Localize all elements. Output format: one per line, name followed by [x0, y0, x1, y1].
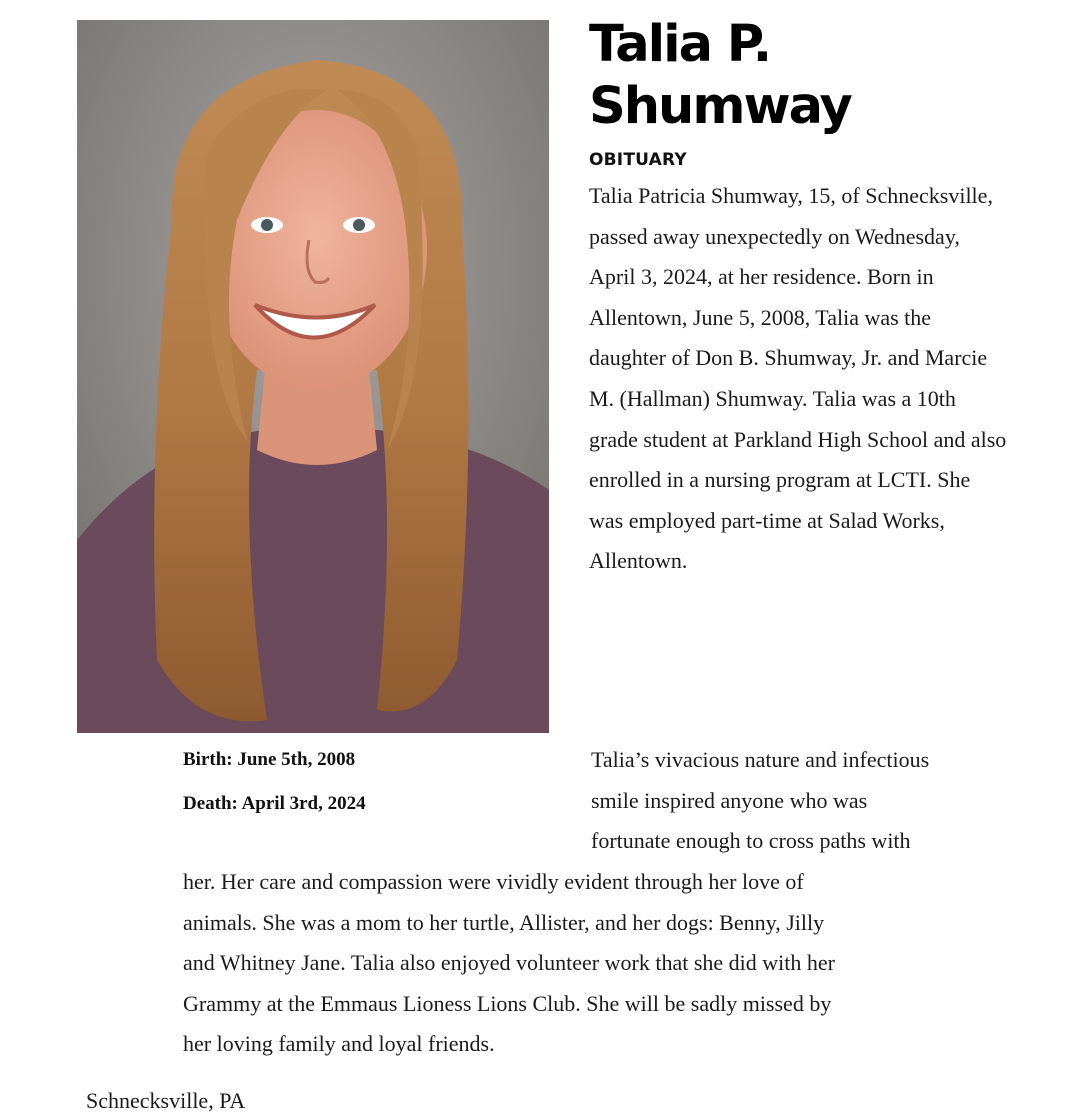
paragraph-2-line: her loving family and loyal friends.	[183, 1031, 495, 1057]
obituary-label: OBITUARY	[589, 150, 687, 170]
obituary-paragraph-1: Talia Patricia Shumway, 15, of Schnecksville, passed away unexpectedly on Wednesday, April 3, 2024, at her residence. Born in Allentown, June 5, 2008, Talia was the daughter of Don B. Shumway, Jr. and Marcie M. (Hallman) Shumway. Talia was a 10th grade student at Parkland High School and also enrolled in a nursing program at LCTI. She was employed part-time at Salad Works, Allentown.	[589, 183, 1007, 574]
paragraph-2-line: smile inspired anyone who was	[591, 787, 868, 813]
death-date: Death: April 3rd, 2024	[183, 793, 366, 814]
location: Schnecksville, PA	[86, 1088, 246, 1113]
person-name	[589, 14, 1029, 138]
paragraph-2-line: and Whitney Jane. Talia also enjoyed volunteer work that she did with her	[183, 950, 835, 976]
name-line-2: Shumway	[589, 77, 851, 136]
paragraph-2-line: her. Her care and compassion were vividly evident through her love of	[183, 869, 804, 894]
paragraph-2-line: Talia’s vivacious nature and infectious	[591, 747, 930, 772]
obituary-paragraph-2-rest	[183, 862, 1013, 1065]
obituary-paragraph-2-lead	[591, 740, 1021, 862]
paragraph-2-line: Grammy at the Emmaus Lioness Lions Club. She will be sadly missed by	[183, 990, 832, 1016]
paragraph-2-line: animals. She was a mom to her turtle, Allister, and her dogs: Benny, Jilly	[183, 909, 825, 935]
portrait-photo	[77, 20, 549, 733]
name-line-1: Talia P.	[589, 15, 771, 74]
life-dates	[183, 738, 366, 826]
birth-date: Birth: June 5th, 2008	[183, 749, 356, 770]
paragraph-2-line: fortunate enough to cross paths with	[591, 828, 911, 854]
